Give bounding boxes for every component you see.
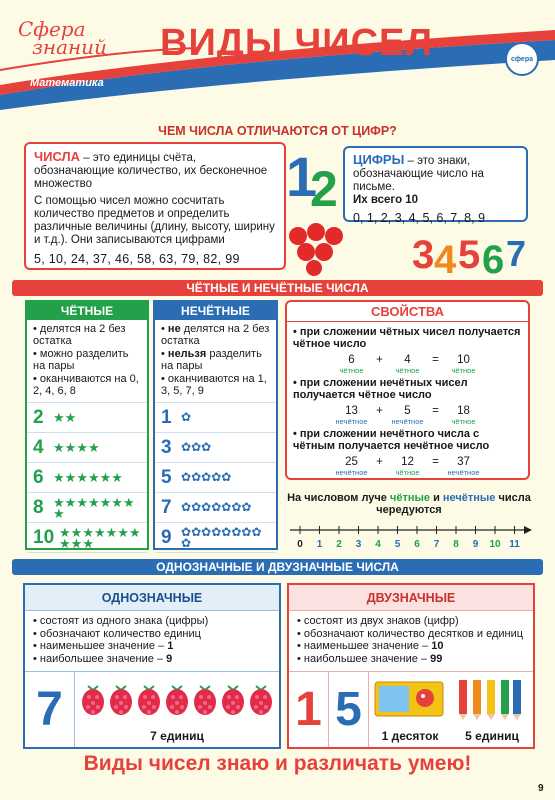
grid-row	[155, 523, 276, 553]
star-icon: ★	[64, 470, 77, 485]
property-2: • при сложении нечётных чисел получается чётное число	[293, 377, 468, 401]
number-line-label: 4	[375, 539, 381, 550]
equation-1: 6 чётное + 4 чётное = 10 чётное	[339, 354, 476, 375]
even-header: ЧЁТНЫЕ	[27, 302, 147, 320]
page-title: ВИДЫ ЧИСЕЛ	[160, 22, 434, 64]
flower-icon: ✿	[221, 470, 232, 484]
tens-caption: 1 десяток	[381, 729, 439, 743]
flower-icon: ✿	[191, 524, 202, 539]
star-icon: ★	[64, 410, 77, 425]
single-digit-card	[23, 583, 281, 749]
pencil-box-icon	[373, 676, 447, 720]
number-line-label: 5	[394, 539, 401, 550]
single-desc-4: • наибольшее значение – 9	[33, 652, 173, 665]
grid-row	[155, 433, 276, 463]
grid-number: 2	[33, 406, 44, 428]
star-icon: ★	[53, 440, 65, 455]
grid-number: 7	[161, 496, 172, 518]
odd-numbers-panel	[153, 300, 278, 550]
star-icon: ★	[87, 494, 100, 510]
number-line-label: 0	[297, 539, 303, 550]
number-line-label: 10	[489, 539, 501, 550]
double-big-digit-tens: 1	[295, 683, 322, 736]
grid-number: 3	[161, 436, 172, 458]
flower-icon: ✿	[181, 535, 192, 550]
star-icon: ★	[76, 440, 88, 455]
star-icon: ★	[70, 524, 83, 540]
star-icon: ★	[59, 535, 71, 551]
single-desc-2: • обозначают количество единиц	[33, 627, 201, 640]
brand-logo	[18, 17, 107, 59]
flower-icon: ✿	[211, 470, 222, 484]
cartoon-digits-group-icon	[412, 218, 534, 278]
star-icon: ★	[82, 535, 94, 551]
arrow-right-icon	[524, 526, 532, 534]
double-big-digit-units: 5	[335, 683, 362, 736]
cartoon-digits-illustration	[284, 136, 346, 276]
numbers-def: – это единицы счёта, обозначающие количество, их бесконечное множество	[34, 152, 268, 190]
svg-text:1: 1	[286, 145, 318, 208]
even-desc-1: • делятся на 2 без остатка	[33, 323, 126, 347]
double-desc-1: • состоят из двух знаков (цифр)	[297, 615, 459, 627]
grid-row	[27, 523, 147, 553]
raspberry-icon	[110, 686, 132, 715]
digits-def: – это знаки, обозначающие число на письме.	[353, 155, 484, 193]
number-line-label: 7	[433, 539, 440, 550]
star-icon: ★	[53, 410, 65, 425]
raspberry-icon	[222, 686, 244, 715]
grid-row	[27, 403, 147, 433]
flower-icon: ✿	[181, 470, 192, 484]
numbers-list: 5, 10, 24, 37, 46, 58, 63, 79, 82, 99	[34, 252, 240, 266]
raspberry-icon	[138, 686, 160, 715]
numbers-definition	[24, 142, 286, 270]
number-line-label: 1	[316, 539, 323, 550]
flower-icon: ✿	[181, 440, 192, 454]
flower-icon: ✿	[211, 500, 222, 514]
svg-text:2: 2	[310, 161, 338, 217]
grid-row	[155, 403, 276, 433]
grid-number: 4	[33, 436, 44, 458]
odd-desc-2: • нельзя разделить на пары	[161, 348, 262, 372]
star-icon: ★	[70, 535, 83, 551]
section2-title: ЧЁТНЫЕ И НЕЧЁТНЫЕ ЧИСЛА	[12, 280, 543, 296]
flower-icon: ✿	[201, 524, 212, 539]
flower-icon: ✿	[191, 500, 202, 514]
page-number: 9	[538, 783, 544, 794]
odd-desc-1: • не делятся на 2 без остатка	[161, 323, 270, 347]
even-grid	[27, 402, 147, 553]
double-desc-3: • наименьшее значение – 10	[297, 640, 444, 652]
slogan: Виды чисел знаю и различать умею!	[83, 752, 472, 775]
star-icon: ★	[82, 524, 94, 540]
star-icon: ★	[64, 440, 77, 455]
number-line-label: 8	[453, 539, 459, 550]
star-icon: ★	[128, 524, 141, 540]
even-desc-2: • можно разделить на пары	[33, 348, 129, 372]
grid-number: 5	[161, 466, 172, 488]
star-icon: ★	[111, 494, 123, 510]
double-header: ДВУЗНАЧНЫЕ	[289, 585, 533, 611]
single-caption: 7 единиц	[150, 729, 204, 743]
grid-row	[27, 493, 147, 523]
flower-icon: ✿	[191, 470, 202, 484]
star-icon: ★	[87, 440, 100, 455]
grid-number: 8	[33, 496, 44, 518]
svg-text:6: 6	[482, 238, 505, 278]
subject-label: Математика	[30, 77, 104, 89]
flower-icon: ✿	[211, 524, 222, 539]
svg-text:7: 7	[506, 233, 527, 274]
star-icon: ★	[111, 470, 123, 485]
star-icon: ★	[117, 524, 129, 540]
single-big-digit: 7	[36, 683, 63, 736]
flower-icon: ✿	[241, 524, 252, 539]
odd-grid	[155, 402, 276, 553]
number-line	[288, 520, 536, 552]
flower-icon: ✿	[191, 440, 202, 454]
number-line-label: 2	[336, 539, 342, 550]
number-line-label: 11	[509, 539, 520, 550]
raspberry-icon	[194, 686, 216, 715]
svg-text:4: 4	[434, 238, 457, 278]
number-line-caption: На числовом луче чётные и нечётные числа чередуются	[287, 492, 531, 516]
number-line-label: 6	[414, 539, 420, 550]
star-icon: ★	[64, 494, 77, 510]
flower-icon: ✿	[181, 500, 192, 514]
digits-term: ЦИФРЫ	[353, 152, 405, 167]
numbers-term: ЧИСЛА	[34, 149, 81, 164]
flower-icon: ✿	[201, 500, 212, 514]
flower-icon: ✿	[181, 524, 192, 539]
digits-count: Их всего 10	[353, 194, 419, 206]
star-icon: ★	[59, 524, 71, 540]
star-icon: ★	[99, 470, 112, 485]
pencils-icon	[455, 676, 525, 720]
raspberry-icon	[250, 686, 272, 715]
star-icon: ★	[93, 524, 106, 540]
flower-icon: ✿	[201, 440, 212, 454]
grid-row	[155, 463, 276, 493]
single-desc-3: • наименьшее значение – 1	[33, 640, 174, 652]
grid-number: 6	[33, 466, 44, 488]
flower-icon: ✿	[241, 500, 252, 514]
raspberry-icons	[79, 680, 279, 720]
equation-3: 25 нечётное + 12 чётное = 37 нечётное	[335, 456, 480, 477]
star-icon: ★	[53, 494, 65, 510]
star-icon: ★	[76, 470, 88, 485]
single-desc-1: • состоят из одного знака (цифры)	[33, 615, 209, 627]
section1-title: ЧЕМ ЧИСЛА ОТЛИЧАЮТСЯ ОТ ЦИФР?	[158, 124, 397, 138]
numbers-text: С помощью чисел можно сосчитать количество предметов и определить различные величины (длину, высоту, ширину и т.д.). Они записываются цифрами	[34, 195, 275, 246]
grid-row	[155, 493, 276, 523]
flower-icon: ✿	[231, 500, 242, 514]
svg-text:3: 3	[412, 233, 435, 277]
digits-definition	[343, 146, 528, 225]
flower-icon: ✿	[181, 410, 192, 424]
even-desc-3: • оканчиваются на 0, 2, 4, 6, 8	[33, 373, 139, 397]
star-icon: ★	[122, 494, 135, 510]
odd-desc-3: • оканчиваются на 1, 3, 5, 7, 9	[161, 373, 267, 397]
even-numbers-panel	[25, 300, 149, 550]
brand-line1: Сфера	[18, 17, 86, 41]
properties-title: СВОЙСТВА	[287, 302, 528, 322]
svg-text:5: 5	[458, 233, 481, 277]
property-3: • при сложении нечётного числа с чётным получается нечётное число	[293, 428, 490, 452]
flower-icon: ✿	[201, 470, 212, 484]
double-desc-4: • наибольшее значение – 99	[297, 652, 443, 665]
star-icon: ★	[76, 494, 88, 510]
double-desc-2: • обозначают количество десятков и единиц	[297, 627, 524, 640]
number-line-label: 9	[472, 539, 479, 550]
units-caption: 5 единиц	[465, 729, 519, 743]
double-digit-card	[287, 583, 535, 749]
grid-number: 9	[161, 526, 172, 548]
raspberry-icon	[82, 686, 104, 715]
grid-number: 1	[161, 406, 172, 428]
section3-title: ОДНОЗНАЧНЫЕ И ДВУЗНАЧНЫЕ ЧИСЛА	[12, 559, 543, 575]
flower-icon: ✿	[231, 524, 242, 539]
star-icon: ★	[105, 524, 118, 540]
properties-panel	[285, 300, 530, 480]
equation-2: 13 нечётное + 5 нечётное = 18 чётное	[335, 405, 476, 426]
raspberry-icon	[166, 686, 188, 715]
grid-row	[27, 463, 147, 493]
flower-icon: ✿	[221, 524, 232, 539]
odd-header: НЕЧЁТНЫЕ	[155, 302, 276, 320]
flower-icon: ✿	[221, 500, 232, 514]
publisher-seal: сфера	[505, 42, 539, 76]
number-line-label: 3	[355, 539, 362, 550]
star-icon: ★	[53, 505, 65, 521]
grid-number: 10	[33, 526, 55, 548]
property-1: • при сложении чётных чисел получается чётное число	[293, 326, 521, 350]
star-icon: ★	[53, 470, 65, 485]
brand-line2: знаний	[32, 35, 107, 59]
star-icon: ★	[99, 494, 112, 510]
grid-row	[27, 433, 147, 463]
digits-list: 0, 1, 2, 3, 4, 5, 6, 7, 8, 9	[353, 211, 486, 225]
single-header: ОДНОЗНАЧНЫЕ	[25, 585, 279, 611]
flower-icon: ✿	[251, 524, 262, 539]
star-icon: ★	[87, 470, 100, 485]
